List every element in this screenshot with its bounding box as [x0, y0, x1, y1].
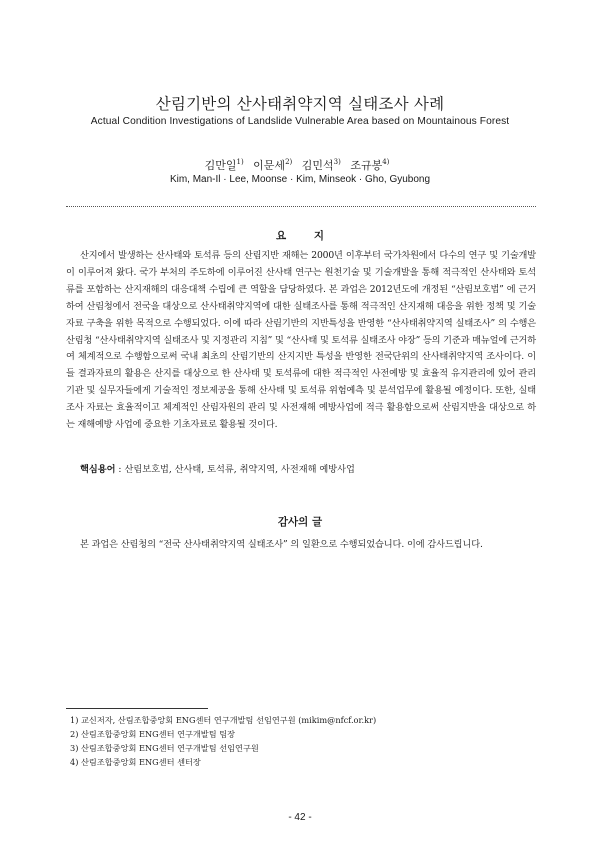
author-footnote-mark: 2)	[285, 158, 293, 167]
author-name: 김민석	[301, 159, 334, 172]
author-name: 김만일	[204, 159, 237, 172]
keywords-text: 산림보호법, 산사태, 토석류, 취약지역, 사전재해 예방사업	[124, 464, 355, 475]
keywords-separator: :	[115, 464, 125, 475]
footnote: 1) 교신저자, 산림조합중앙회 ENG센터 연구개발팀 선임연구원 (mikim@nfcf.or.kr)	[70, 715, 377, 725]
author-name: 조규봉	[350, 159, 383, 172]
author-footnote-mark: 1)	[236, 158, 244, 167]
author-footnote-mark: 4)	[382, 158, 390, 167]
dotted-divider	[66, 206, 536, 207]
abstract-body: 산지에서 발생하는 산사태와 토석류 등의 산림지반 재해는 2000년 이후부터 국가차원에서 다수의 연구 및 기술개발이 이루어져 왔다. 국가 부처의 주도하에 이루어진 산사태 연구는 원천기술 및 기술개발을 통해 적극적인 산사태와 토석류를 포함하는 산지재해의 대응대책 수립에 큰 역할을 담당하였다. 본 과업은 2012년도에 개정된 “산림보호법” 에 근거하여 산림청에서 전국을 대상으로 산사태취약지역에 대한 실태조사를 통해 적극적인 산지재해 대응을 위한 정책 및 기술자료 구축을 위한 목적으로 수행되었다. 이에 따라 산림기반의 지반특성을 반영한 “산사태취약지역 실태조사” 의 수행은 산림청 “산사태취약지역 실태조사 및 지정관리 지침” 및 “산사태 및 토석류 실태조사 야장” 등의 기준과 매뉴얼에 근거하여 체계적으로 수행함으로써 국내 최초의 산림기반의 산지지반 특성을 반영한 전국단위의 산사태취약지역 조사이다. 이들 결과자료의 활용은 산지를 대상으로 한 산사태 및 토석류에 대한 적극적인 사전예방 및 효율적 유지관리에 있어 관리기관 및 실무자들에게 기술적인 정보제공을 통해 산사태 및 토석류 위험예측 및 분석업무에 활용될 예정이다. 또한, 실태조사 자료는 효율적이고 체계적인 산림자원의 관리 및 사전재해 예방사업에 적극 활용함으로써 산림지반을 대상으로 하는 재해예방 사업에 중요한 기초자료로 활용될 것이다.	[66, 250, 536, 431]
paper-title-english: Actual Condition Investigations of Landslide Vulnerable Area based on Mountainous Forest	[90, 116, 510, 127]
footnote: 3) 산림조합중앙회 ENG센터 연구개발팀 선임연구원	[70, 743, 259, 753]
footnote: 4) 산림조합중앙회 ENG센터 센터장	[70, 757, 201, 767]
footnote: 2) 산림조합중앙회 ENG센터 연구개발팀 팀장	[70, 729, 236, 739]
footnote-rule	[66, 708, 208, 709]
keywords-label: 핵심용어	[80, 464, 116, 475]
acknowledgement-heading: 감사의 글	[277, 516, 323, 528]
abstract-heading: 요 지	[276, 230, 336, 242]
author-list-korean	[0, 157, 600, 173]
author-name: 이문세	[253, 159, 286, 172]
author-footnote-mark: 3)	[333, 158, 341, 167]
keywords-line	[80, 461, 540, 475]
page-number: - 42 -	[288, 812, 312, 823]
acknowledgement-text: 본 과업은 산림청의 “전국 산사태취약지역 실태조사” 의 일환으로 수행되었습니다. 이에 감사드립니다.	[80, 539, 483, 550]
footnote-list	[70, 713, 530, 769]
author-list-english: Kim, Man-Il · Lee, Moonse · Kim, Minseok · Gho, Gyubong	[169, 174, 431, 185]
paper-title-korean: 산림기반의 산사태취약지역 실태조사 사례	[155, 95, 445, 113]
